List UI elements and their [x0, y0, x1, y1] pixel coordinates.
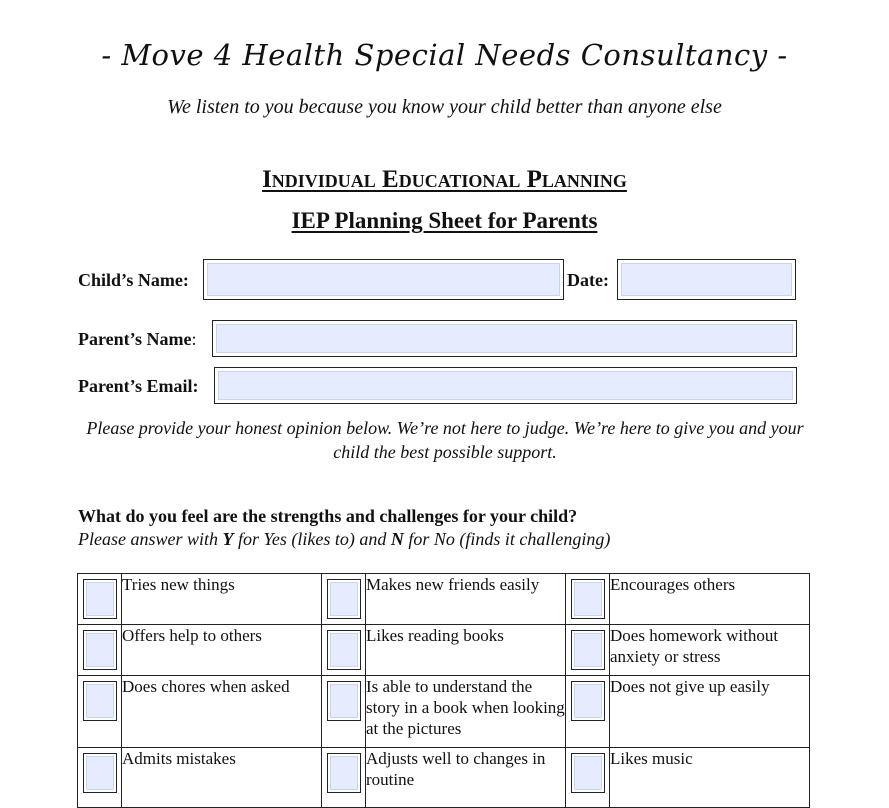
child-name-field-frame: [203, 259, 564, 300]
answer-cell: [566, 676, 610, 748]
parent-name-label-text: Parent’s Name: [78, 329, 192, 349]
item-label: Admits mistakes: [122, 748, 322, 808]
item-label: Does not give up easily: [610, 676, 810, 748]
answer-cell: [322, 574, 366, 625]
answer-cell: [78, 676, 122, 748]
item-label: Tries new things: [122, 574, 322, 625]
page-subtitle: IEP Planning Sheet for Parents: [291, 208, 598, 233]
item-label: Encourages others: [610, 574, 810, 625]
answer-box[interactable]: [571, 579, 605, 619]
answer-box[interactable]: [327, 753, 361, 793]
parent-email-label: Parent’s Email:: [78, 376, 199, 396]
child-name-input[interactable]: [207, 263, 560, 296]
answer-box[interactable]: [83, 753, 117, 793]
answer-cell: [566, 574, 610, 625]
answer-box[interactable]: [571, 681, 605, 721]
parent-name-input[interactable]: [216, 324, 793, 353]
table-row: [78, 748, 810, 808]
honesty-note: Please provide your honest opinion below. We’re not here to judge. We’re here to give you and your child the best possible support.: [86, 418, 804, 462]
item-label: Makes new friends easily: [366, 574, 566, 625]
answer-box[interactable]: [571, 630, 605, 670]
instruction-yes-letter: Y: [222, 529, 234, 549]
instruction-no-letter: N: [390, 529, 404, 549]
date-input[interactable]: [621, 263, 792, 296]
date-label: Date:: [567, 270, 609, 290]
item-label: Likes reading books: [366, 625, 566, 676]
answer-box[interactable]: [83, 681, 117, 721]
answer-box[interactable]: [327, 579, 361, 619]
brand-title: - Move 4 Health Special Needs Consultancy -: [101, 38, 788, 72]
item-label: Offers help to others: [122, 625, 322, 676]
child-name-label: Child’s Name:: [78, 270, 189, 290]
answer-cell: [322, 748, 366, 808]
answer-cell: [78, 574, 122, 625]
parent-name-field-frame: [212, 320, 797, 357]
parent-name-label: [78, 329, 196, 350]
item-label: Adjusts well to changes in routine: [366, 748, 566, 808]
answer-cell: [78, 748, 122, 808]
parent-name-label-colon: :: [191, 329, 197, 349]
answer-box[interactable]: [83, 630, 117, 670]
answer-cell: [566, 748, 610, 808]
parent-email-field-frame: [214, 367, 797, 404]
tagline: We listen to you because you know your child better than anyone else: [167, 96, 722, 118]
item-label: Is able to understand the story in a book when looking at the pictures: [366, 676, 566, 748]
table-row: [78, 676, 810, 748]
instruction-part-3: for No (finds it challenging): [403, 529, 611, 549]
answer-box[interactable]: [327, 630, 361, 670]
page-title: Individual Educational Planning: [262, 166, 627, 193]
item-label: Likes music: [610, 748, 810, 808]
answer-cell: [566, 625, 610, 676]
answer-cell: [322, 676, 366, 748]
instruction-part-2: for Yes (likes to) and: [233, 529, 391, 549]
item-label: Does homework without anxiety or stress: [610, 625, 810, 676]
answer-box[interactable]: [83, 579, 117, 619]
answer-box[interactable]: [327, 681, 361, 721]
strengths-question: What do you feel are the strengths and challenges for your child?: [78, 506, 578, 526]
answer-box[interactable]: [571, 753, 605, 793]
parent-email-input[interactable]: [218, 371, 793, 400]
strengths-table: [77, 573, 810, 808]
answer-cell: [322, 625, 366, 676]
date-field-frame: [617, 259, 796, 300]
answer-cell: [78, 625, 122, 676]
answer-instruction: [78, 529, 610, 550]
instruction-part-1: Please answer with: [78, 529, 223, 549]
table-row: [78, 625, 810, 676]
table-row: [78, 574, 810, 625]
item-label: Does chores when asked: [122, 676, 322, 748]
